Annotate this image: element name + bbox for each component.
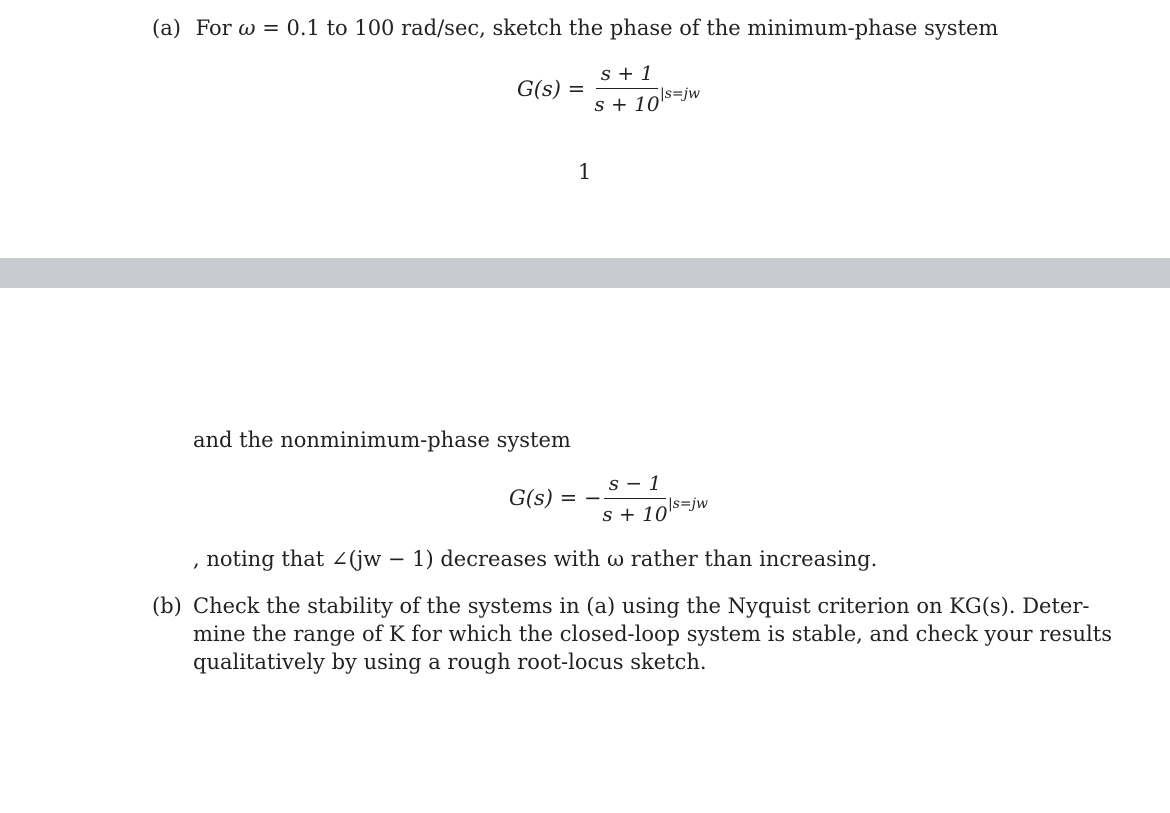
omega-symbol: ω	[238, 16, 256, 40]
part-b-line-2: mine the range of K for which the closed-loop system is stable, and check your results	[193, 622, 1112, 646]
eq2-numerator: s − 1	[608, 471, 662, 495]
eq1-evaluation: |s=jw	[660, 86, 700, 102]
part-b-line-3: qualitatively by using a rough root-locus sketch.	[193, 650, 707, 674]
part-b-line-1: Check the stability of the systems in (a) using the Nyquist criterion on KG(s). Deter-	[193, 594, 1090, 618]
part-a-for: For	[195, 16, 232, 40]
continuation-text: and the nonminimum-phase system	[193, 428, 571, 452]
part-a-line	[152, 14, 998, 42]
eq2-evaluation: |s=jw	[668, 496, 708, 512]
eq1-fraction-bar	[596, 88, 658, 89]
part-a-range-text: 0.1 to 100 rad/sec, sketch the phase of the minimum-phase system	[286, 16, 999, 40]
part-b-label: (b)	[152, 594, 182, 618]
eq2-fraction-bar	[604, 498, 666, 499]
eq2-lhs: G(s) = −	[509, 486, 602, 510]
eq1-denominator: s + 10	[594, 92, 660, 116]
eq1-lhs: G(s) =	[517, 77, 586, 101]
page-separator	[0, 258, 1170, 288]
eq1-numerator: s + 1	[600, 61, 654, 85]
note-text: , noting that ∠(jw − 1) decreases with ω rather than increasing.	[193, 547, 878, 571]
equals-symbol: =	[262, 16, 280, 40]
part-a-label: (a)	[152, 16, 181, 40]
page-number: 1	[578, 160, 592, 184]
eq2-denominator: s + 10	[602, 502, 668, 526]
